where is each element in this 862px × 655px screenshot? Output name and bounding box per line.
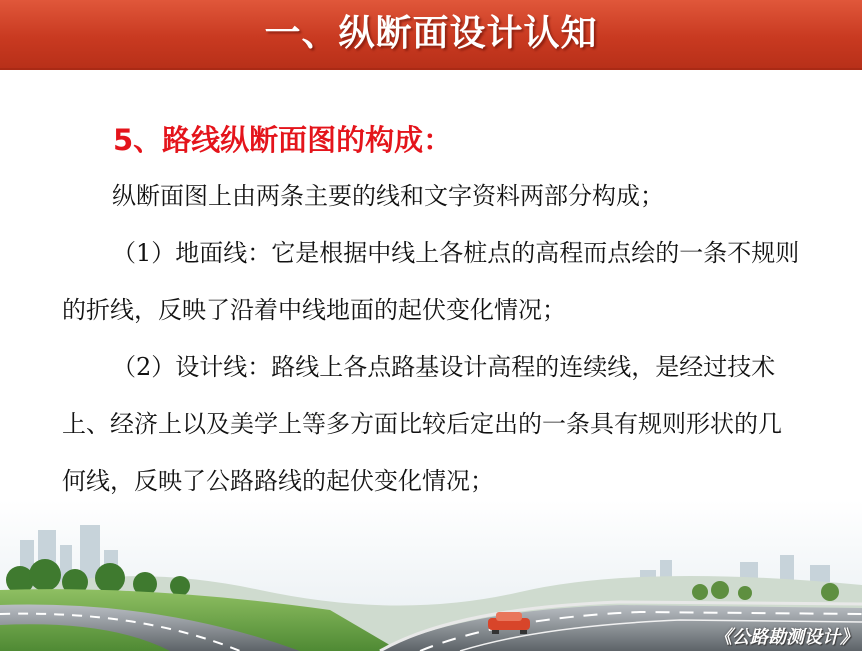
highway-scene-decoration: [0, 500, 862, 651]
paragraph-intro: 纵断面图上由两条主要的线和文字资料两部分构成；: [112, 182, 664, 210]
section-title: 5、路线纵断面图的构成：: [113, 123, 453, 157]
paragraph-design-line: （2）设计线：路线上各点路基设计高程的连续线，是经过技术上、经济上以及美学上等多方面比较后定出的一条具有规则形状的几何线，反映了公路路线的起伏变化情况；: [62, 353, 782, 495]
book-title-label: 《公路勘测设计》: [714, 627, 858, 648]
header-bar: [0, 0, 862, 70]
slide-title: 一、纵断面设计认知: [264, 13, 598, 54]
paragraph-ground-line: （1）地面线：它是根据中线上各桩点的高程而点绘的一条不规则的折线，反映了沿着中线地面的起伏变化情况；: [62, 239, 800, 324]
